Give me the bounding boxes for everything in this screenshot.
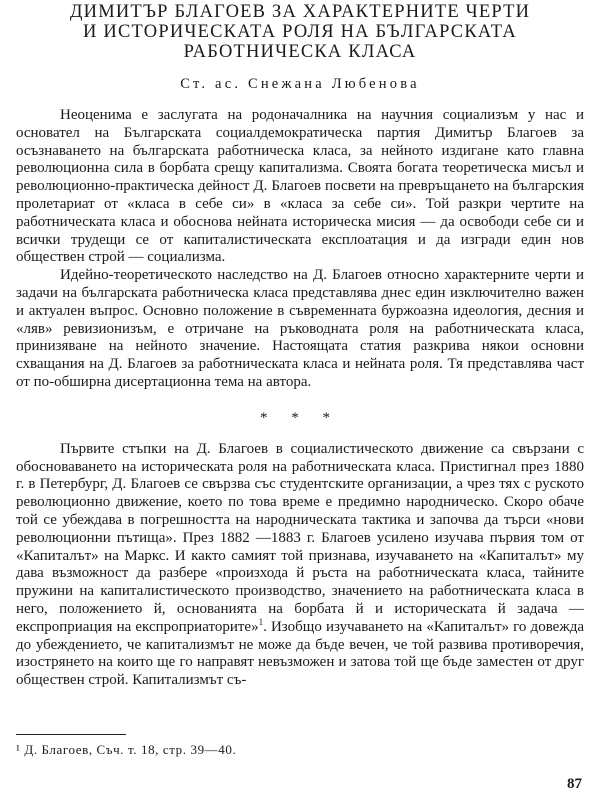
document-page	[16, 2, 584, 798]
section-separator: * * *	[260, 409, 340, 426]
paragraph-3-part-2: . Изобщо изучаването на «Капиталът» го довежда до убеждението, че капитализмът не може да бъде вечен, че той развива противоречия, изострянето на които ще го направят невъзможен и затова той ще бъде заместен от друг обществен строй. Капитализмът съ-	[16, 618, 584, 689]
footnote-divider	[16, 734, 126, 735]
paragraph-2: Идейно-теоретическото наследство на Д. Благоев относно характерните черти и задачи на българската работническа класа представлява днес един изключително важен и актуален въпрос. Основно положение в съвременната буржоазна идеология, десния и «ляв» ревизионизъм, е отричане на ръководната роля на работническата класа, принизяване на нейното значение. Настоящата статия разкрива някои основни схващания на Д. Благоев за работническата класа и нейната роля. Тя представлява част от по-обширна дисертационна тема на автора.	[16, 267, 584, 390]
article-title	[16, 2, 584, 62]
paragraph-1: Неоценима е заслугата на родоначалника на научния социализъм у нас и основател на Българската социалдемократическа партия Димитър Благоев за осъзнаването на българската работническа класа, за нейното издигане като главна революционна сила в борбата срещу капитализма. Своята богата теоретическа мисъл и революционно-практическа дейност Д. Благоев посвети на превръщането на българския пролетариат от «класа в себе си» в «класа за себе си». Той разкри чертите на работническата класа и обоснова нейната историческа мисия — да освободи себе си и всички трудещи се от капиталистическата експлоатация и да изгради един нов обществен строй — социализма.	[16, 107, 584, 266]
article-body	[16, 107, 584, 690]
title-line-1: ДИМИТЪР БЛАГОЕВ ЗА ХАРАКТЕРНИТЕ ЧЕРТИ	[69, 2, 531, 22]
footnote-reference: 1	[258, 616, 264, 627]
footnote: ¹ Д. Благоев, Съч. т. 18, стр. 39—40.	[16, 742, 237, 757]
title-line-2: И ИСТОРИЧЕСКАТА РОЛЯ НА БЪЛГАРСКАТА	[83, 22, 517, 42]
title-line-3: РАБОТНИЧЕСКА КЛАСА	[183, 42, 417, 62]
paragraph-3-part-1: Първите стъпки на Д. Благоев в социалистическото движение са свързани с обосноваването на историческата роля на работническата класа. Пристигнал през 1880 г. в Петербург, Д. Благоев се свързва със студентските организации, а чрез тях с руското революционно движение, което по това време е предимно народническо. Скоро обаче той се убеждава в погрешността на народническата тактика и започва да търси «нови революционни пътища». През 1882 —1883 г. Благоев усилено изучава първия том от «Капиталът» на Маркс. И както самият той признава, изучаването на «Капиталът» му дава възможност да разбере «произхода й ръста на работническата класа, тайните пружини на капиталистическото производство, значението на работническата класа в него, положението й, основанията на борбата й и историческата й задача — експроприация на експроприаторите»	[16, 440, 584, 635]
page-number: 87	[567, 776, 582, 792]
author-byline: Ст. ас. Снежана Любенова	[180, 76, 420, 92]
paragraph-3	[16, 441, 584, 690]
